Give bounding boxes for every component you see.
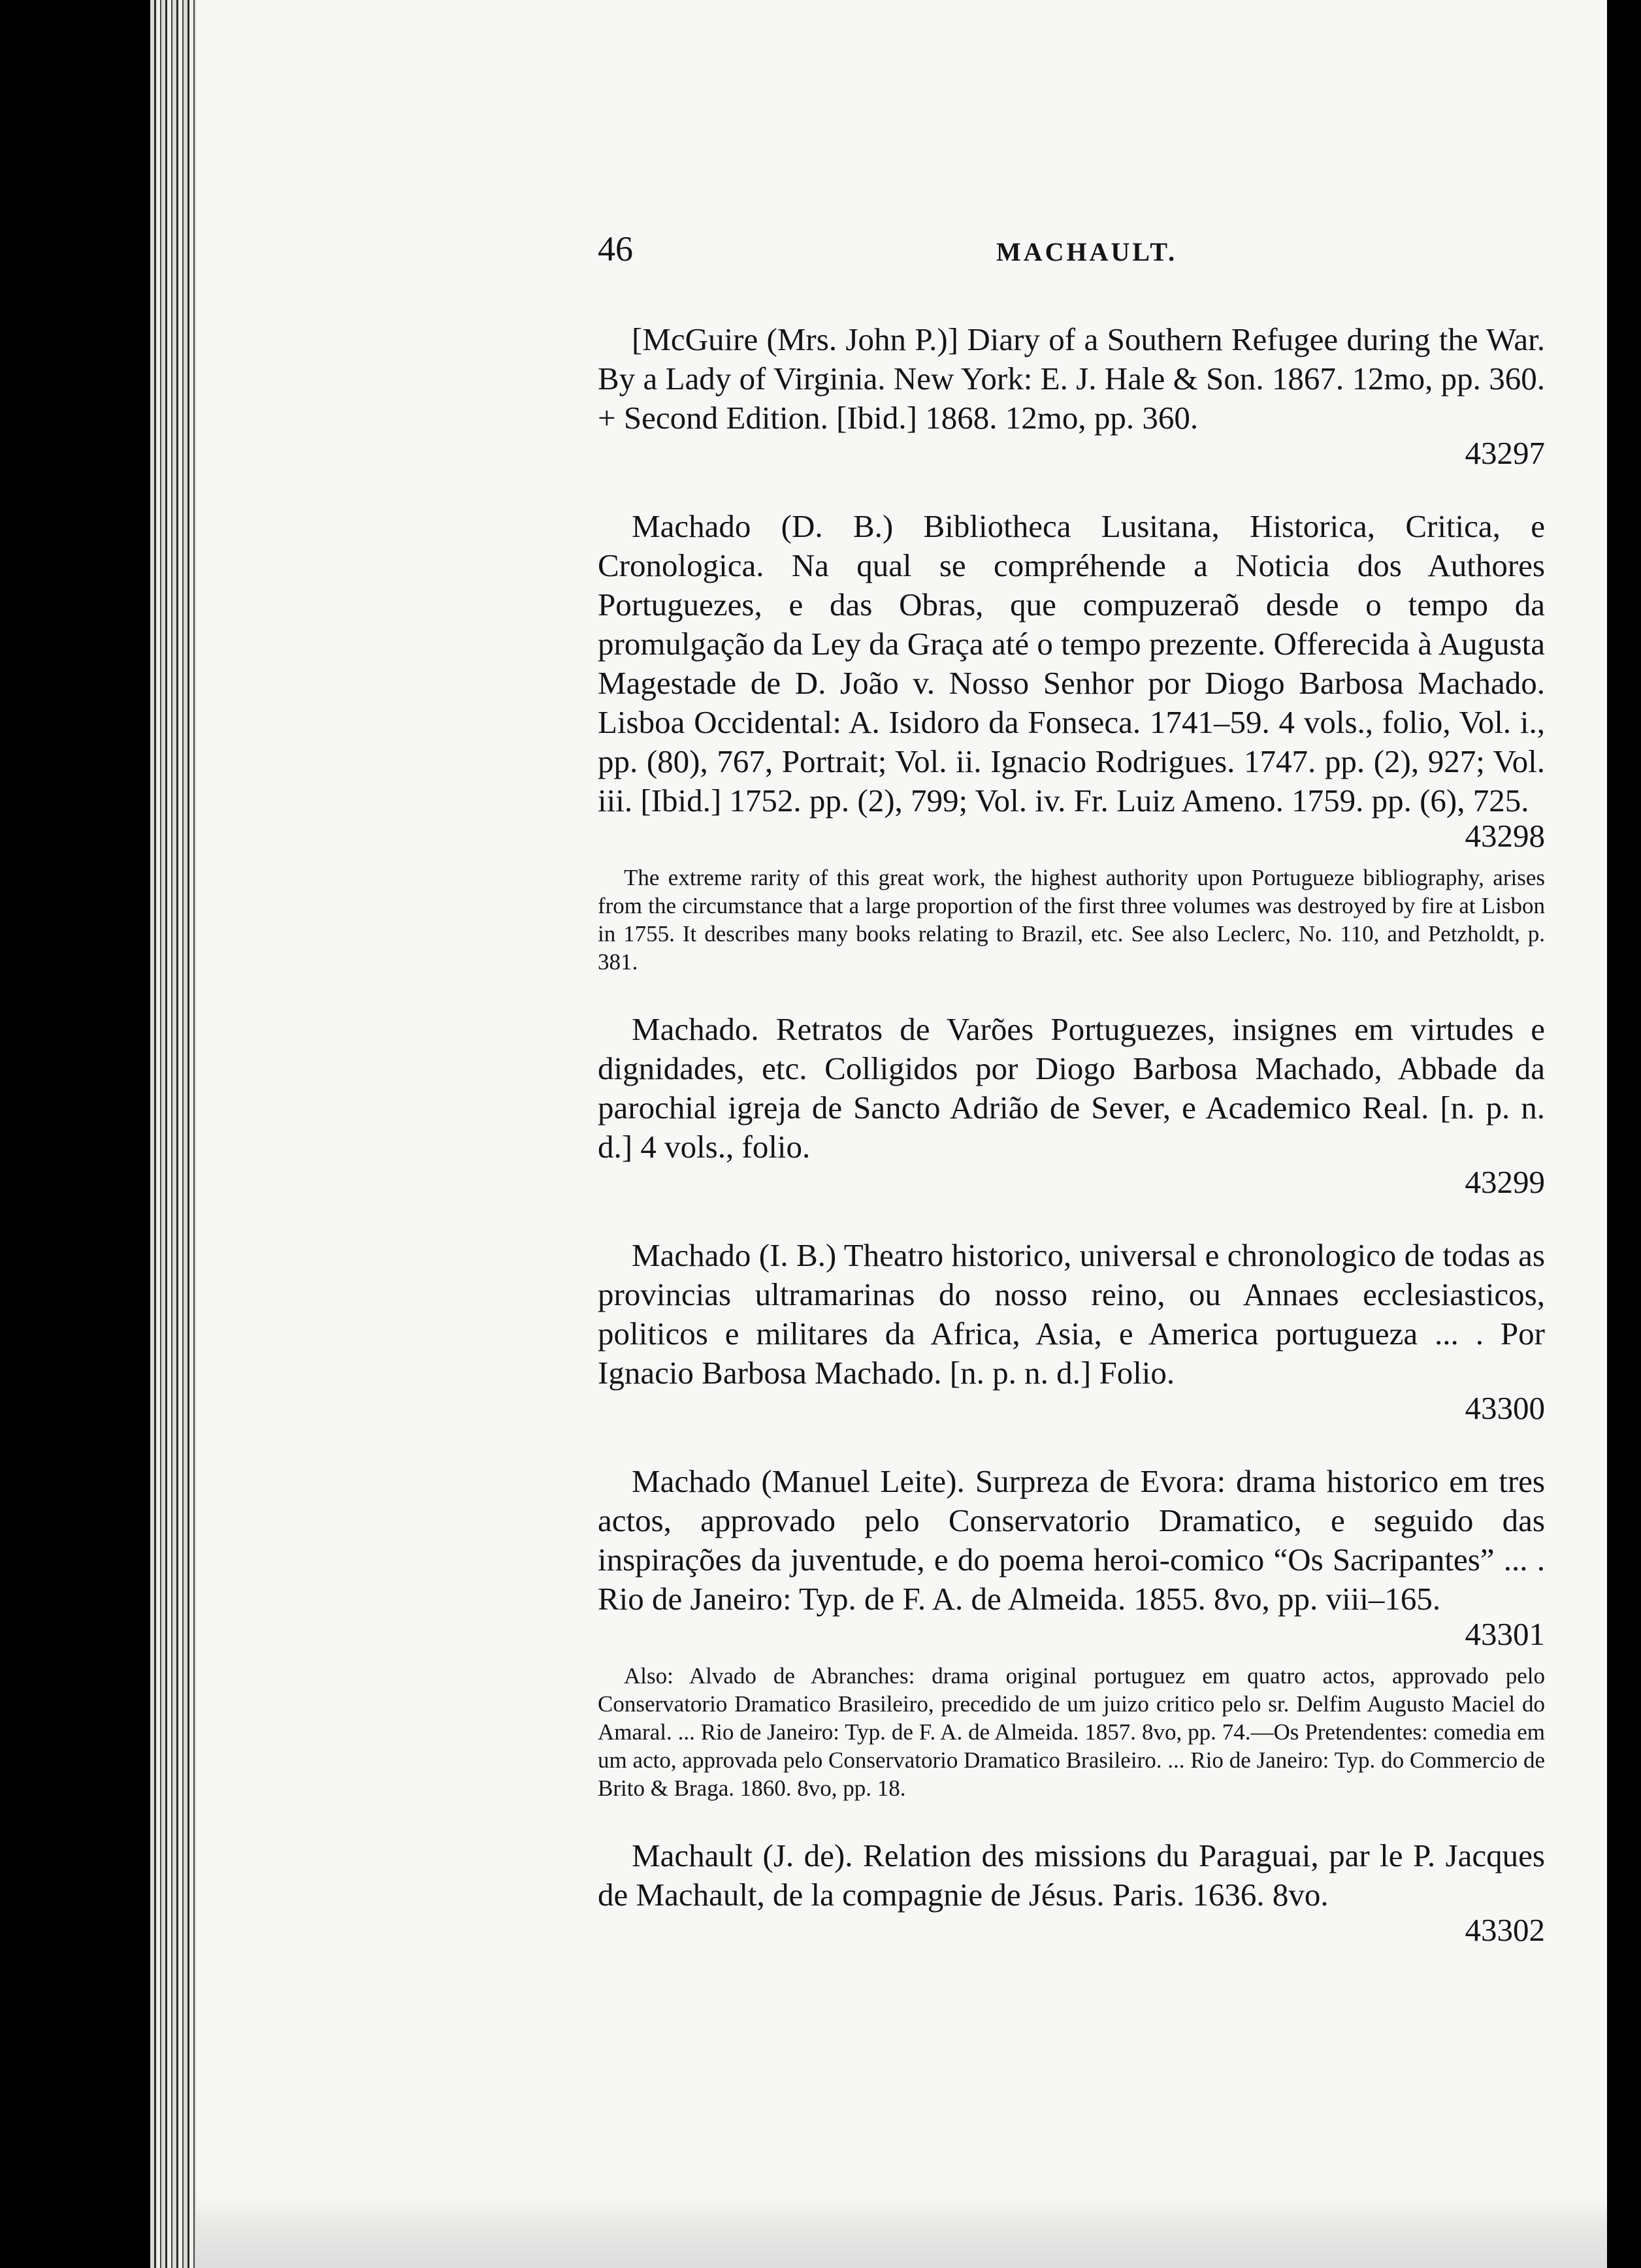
running-title: MACHAULT. (996, 237, 1178, 267)
catalog-entry (598, 507, 1545, 976)
entry-text: Machado (D. B.) Bibliotheca Lusitana, Historica, Critica, e Cronologica. Na qual se compréhende a Noticia dos Authores Portuguezes, e das Obras, que compuzeraõ desde o tempo da promulgação da Ley da Graça até o tempo prezente. Offerecida à Augusta Magestade de D. João v. Nosso Senhor por Diogo Barbosa Machado. Lisboa Occidental: A. Isidoro da Fonseca. 1741–59. 4 vols., folio, Vol. i., pp. (80), 767, Portrait; Vol. ii. Ignacio Rodrigues. 1747. pp. (2), 927; Vol. iii. [Ibid.] 1752. pp. (2), 799; Vol. iv. Fr. Luiz Ameno. 1759. pp. (6), 725. (598, 508, 1545, 818)
page-bottom-edge (196, 2196, 1607, 2268)
entry-text: Machado (I. B.) Theatro historico, universal e chronologico de todas as provincias ultramarinas do nosso reino, ou Annaes ecclesiasticos, politicos e militares da Africa, Asia, e America portugueza ... . Por Ignacio Barbosa Machado. [n. p. n. d.] Folio. (598, 1237, 1545, 1391)
entry-text: Machault (J. de). Relation des missions du Paraguai, par le P. Jacques de Machault, de la compagnie de Jésus. Paris. 1636. 8vo. (598, 1838, 1545, 1913)
catalog-entry (598, 1236, 1545, 1428)
entry-text: Machado (Manuel Leite). Surpreza de Evora: drama historico em tres actos, approvado pelo Conservatorio Dramatico, e seguido das inspirações da juventude, e do poema heroi-comico “Os Sacripantes” ... . Rio de Janeiro: Typ. de F. A. de Almeida. 1855. 8vo, pp. viii–165. (598, 1463, 1545, 1617)
running-head (598, 229, 1545, 287)
catalog-entry (598, 1462, 1545, 1802)
entry-number: 43300 (1465, 1390, 1545, 1426)
page-content (598, 229, 1545, 1984)
entry-note: Also: Alvado de Abranches: drama original portuguez em quatro actos, approvado pelo Conservatorio Dramatico Brasileiro, precedido de um juizo critico pelo sr. Delfim Augusto Maciel do Amaral. ... Rio de Janeiro: Typ. de F. A. de Almeida. 1857. 8vo, pp. 74.—Os Pretendentes: comedia em um acto, approvada pelo Conservatorio Dramatico Brasileiro. ... Rio de Janeiro: Typ. do Commercio de Brito & Braga. 1860. 8vo, pp. 18. (598, 1663, 1545, 1801)
entry-number: 43301 (1465, 1616, 1545, 1652)
entry-text: Machado. Retratos de Varões Portuguezes, insignes em virtudes e dignidades, etc. Colligidos por Diogo Barbosa Machado, Abbade da parochial igreja de Sancto Adrião de Sever, e Academico Real. [n. p. n. d.] 4 vols., folio. (598, 1011, 1545, 1165)
catalog-entry (598, 320, 1545, 473)
entry-note: The extreme rarity of this great work, the highest authority upon Portugueze bibliography, arises from the circumstance that a large proportion of the first three volumes was destroyed by fire at Lisbon in 1755. It describes many books relating to Brazil, etc. See also Leclerc, No. 110, and Petzholdt, p. 381. (598, 865, 1545, 975)
catalog-entry (598, 1010, 1545, 1202)
entry-text: [McGuire (Mrs. John P.)] Diary of a Southern Refugee during the War. By a Lady of Virginia. New York: E. J. Hale & Son. 1867. 12mo, pp. 360. + Second Edition. [Ibid.] 1868. 12mo, pp. 360. (598, 321, 1545, 436)
entry-number: 43299 (1465, 1164, 1545, 1200)
entry-number: 43302 (1465, 1912, 1545, 1948)
scan-border (1607, 0, 1641, 2268)
entry-number: 43298 (1465, 818, 1545, 854)
catalog-entry (598, 1836, 1545, 1950)
page-number: 46 (598, 229, 633, 268)
entry-number: 43297 (1465, 435, 1545, 471)
